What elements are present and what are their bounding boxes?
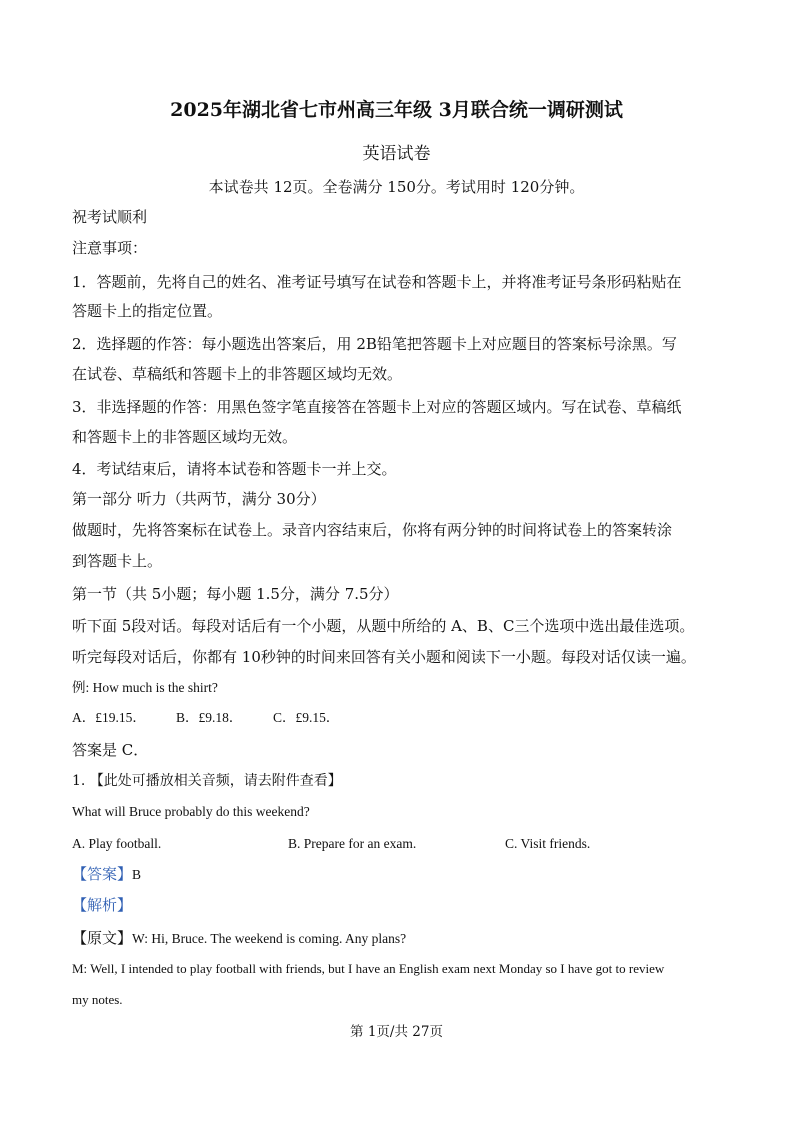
notice-item-2-line-1: 2．选择题的作答：每小题选出答案后，用 2B铅笔把答题卡上对应题目的答案标号涂黑。写 [72,335,677,353]
question-1-option-b: B. Prepare for an exam. [288,836,417,851]
question-1-analysis-tag: 【解析】 [72,896,133,914]
notice-item-3-line-1: 3．非选择题的作答：用黑色签字笔直接答在答题卡上对应的答题区域内。写在试卷、草稿纸 [72,398,682,416]
greeting-text: 祝考试顺利 [72,208,148,226]
page-footer: 第 1页/共 27页 [350,1024,443,1040]
transcript-woman-line: W: Hi, Bruce. The weekend is coming. Any plans? [132,931,407,946]
question-1-text: What will Bruce probably do this weekend? [72,804,310,819]
transcript-tag: 【原文】 [72,929,133,947]
answer-value: B [132,867,142,882]
question-1-audio-note: 1. 【此处可播放相关音频，请去附件查看】 [72,773,342,789]
exam-subtitle: 英语试卷 [362,144,431,164]
example-answer: 答案是 C． [72,741,149,759]
exam-title: 2025年湖北省七市州高三年级 3月联合统一调研测试 [170,99,623,121]
exam-info-note: 本试卷共 12页。全卷满分 150分。考试用时 120分钟。 [208,178,585,196]
example-option-c: C．£9.15． [273,710,340,725]
notice-item-3-line-2: 和答题卡上的非答题区域均无效。 [72,428,298,446]
transcript-man-line-2: my notes. [72,992,123,1007]
notice-item-1-line-2: 答题卡上的指定位置。 [72,302,223,320]
question-1-transcript [72,928,732,949]
notice-item-2-line-2: 在试卷、草稿纸和答题卡上的非答题区域均无效。 [72,365,403,383]
section1-instruction-line-2: 听完每段对话后，你都有 10秒钟的时间来回答有关小题和阅读下一小题。每段对话仅读一遍。 [72,648,696,666]
part1-instruction-line-2: 到答题卡上。 [72,552,163,570]
example-option-b: B．£9.18． [176,710,243,725]
transcript-man-line-1: M: Well, I intended to play football with friends, but I have an English exam next Monday so I have got to review [72,961,665,976]
question-1-answer [72,864,732,885]
section1-heading: 第一节（共 5小题；每小题 1.5分，满分 7.5分） [72,585,399,603]
section1-instruction-line-1: 听下面 5段对话。每段对话后有一个小题，从题中所给的 A、B、C三个选项中选出最佳选项。 [72,617,695,635]
question-1-option-c: C. Visit friends. [505,836,591,851]
notice-item-4: 4．考试结束后，请将本试卷和答题卡一并上交。 [72,460,397,478]
question-1-option-a: A. Play football. [72,836,162,851]
part1-instruction-line-1: 做题时，先将答案标在试卷上。录音内容结束后，你将有两分钟的时间将试卷上的答案转涂 [72,521,673,539]
answer-tag: 【答案】 [72,865,133,883]
part1-heading: 第一部分 听力（共两节，满分 30分） [72,490,326,508]
example-option-a: A．£19.15． [72,710,146,725]
example-question: 例: How much is the shirt? [72,680,218,695]
notice-item-1-line-1: 1．答题前，先将自己的姓名、准考证号填写在试卷和答题卡上，并将准考证号条形码粘贴在 [72,273,682,291]
notice-heading: 注意事项： [72,239,148,257]
